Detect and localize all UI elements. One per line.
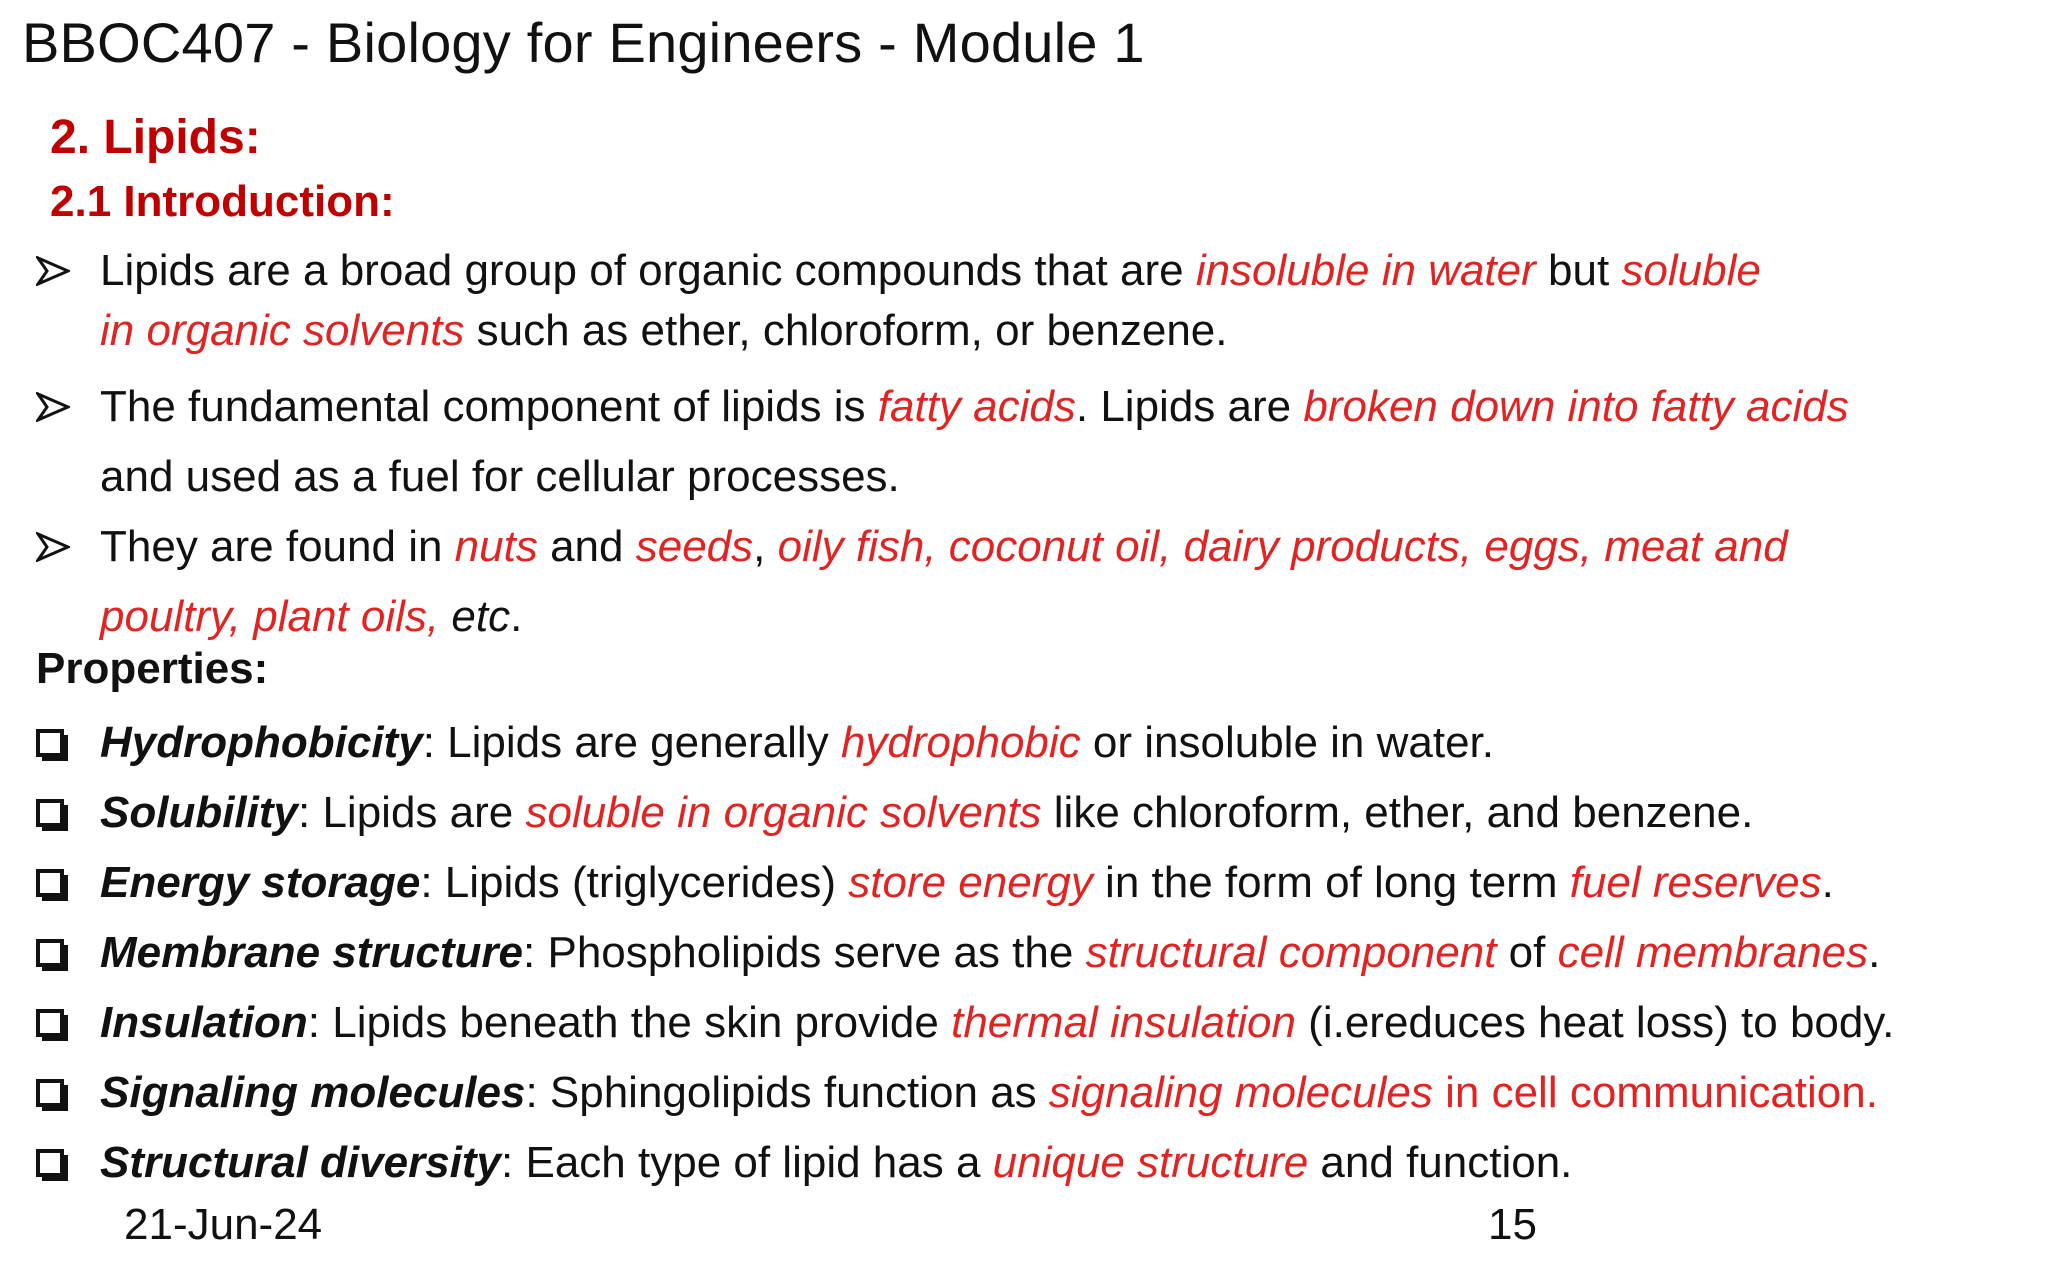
properties-list bbox=[36, 708, 2036, 1198]
bullet-line bbox=[100, 372, 2026, 442]
italic-run: etc bbox=[451, 592, 511, 641]
section-subtitle: 2.1 Introduction: bbox=[50, 177, 395, 226]
intro-bullet bbox=[36, 512, 2026, 652]
emphasis-run: fuel reserves bbox=[1569, 858, 1822, 907]
checkbox-bullet-icon bbox=[36, 729, 64, 757]
text-run: . bbox=[1868, 928, 1881, 977]
text-run: of bbox=[1496, 928, 1558, 977]
emphasis-run: store energy bbox=[848, 858, 1093, 907]
text-run: such as ether, chloroform, or benzene. bbox=[464, 306, 1228, 355]
checkbox-bullet-icon bbox=[36, 869, 64, 897]
text-run: , bbox=[753, 522, 778, 571]
property-item-solubility bbox=[36, 778, 2036, 848]
text-run bbox=[439, 592, 451, 641]
property-item-hydrophobicity bbox=[36, 708, 2036, 778]
text-run: : Lipids are bbox=[298, 788, 526, 837]
section-title: 2. Lipids: bbox=[50, 111, 261, 164]
text-run: and function. bbox=[1308, 1138, 1573, 1187]
text-run: (i.ereduces heat loss) to body. bbox=[1295, 998, 1895, 1047]
emphasis-run: poultry, plant oils, bbox=[100, 592, 440, 641]
text-run: but bbox=[1535, 246, 1622, 295]
text-run: : Lipids beneath the skin provide bbox=[307, 998, 952, 1047]
properties-title: Properties: bbox=[36, 644, 269, 693]
bullet-line bbox=[100, 442, 2026, 512]
property-item-insulation bbox=[36, 988, 2036, 1058]
text-run: They are found in bbox=[100, 522, 455, 571]
emphasis-run: broken down into fatty acids bbox=[1303, 382, 1849, 431]
intro-bullet bbox=[36, 236, 2026, 366]
text-run: in the form of long term bbox=[1092, 858, 1570, 907]
property-item-membrane-structure bbox=[36, 918, 2036, 988]
arrowhead-bullet-icon bbox=[36, 372, 86, 442]
checkbox-bullet-icon bbox=[36, 1009, 64, 1037]
bullet-line bbox=[100, 582, 2026, 652]
text-run: and bbox=[537, 522, 636, 571]
emphasis-run: soluble in organic solvents bbox=[525, 788, 1042, 837]
checkbox-bullet-icon bbox=[36, 799, 64, 827]
property-item-energy-storage bbox=[36, 848, 2036, 918]
text-run: . Lipids are bbox=[1075, 382, 1304, 431]
text-run: : Each type of lipid has a bbox=[501, 1138, 993, 1187]
bullet-line bbox=[100, 296, 2026, 366]
arrowhead-bullet-icon bbox=[36, 512, 86, 582]
text-run: or insoluble in water. bbox=[1080, 718, 1495, 767]
emphasis-run: fatty acids bbox=[877, 382, 1076, 431]
slide-header: BBOC407 - Biology for Engineers - Module 1 bbox=[22, 11, 1145, 74]
emphasis-run: insoluble in water bbox=[1195, 246, 1536, 295]
emphasis-run: signaling molecules bbox=[1048, 1068, 1433, 1117]
text-run: : Lipids (triglycerides) bbox=[420, 858, 849, 907]
text-run: . bbox=[510, 592, 523, 641]
property-term: Insulation bbox=[100, 998, 308, 1047]
emphasis-run: cell membranes bbox=[1557, 928, 1869, 977]
red-run: in cell communication. bbox=[1432, 1068, 1878, 1117]
checkbox-bullet-icon bbox=[36, 939, 64, 967]
property-term: Hydrophobicity bbox=[100, 718, 423, 767]
footer-date: 21-Jun-24 bbox=[124, 1200, 323, 1249]
property-term: Signaling molecules bbox=[100, 1068, 526, 1117]
emphasis-run: in organic solvents bbox=[100, 306, 465, 355]
emphasis-run: structural component bbox=[1085, 928, 1497, 977]
emphasis-run: thermal insulation bbox=[951, 998, 1296, 1047]
emphasis-run: hydrophobic bbox=[840, 718, 1081, 767]
text-run: . bbox=[1821, 858, 1834, 907]
emphasis-run: soluble bbox=[1621, 246, 1761, 295]
property-item-signaling-molecules bbox=[36, 1058, 2036, 1128]
text-run: like chloroform, ether, and benzene. bbox=[1041, 788, 1754, 837]
property-term: Solubility bbox=[100, 788, 298, 837]
text-run: and used as a fuel for cellular processes. bbox=[100, 452, 900, 501]
text-run: : Sphingolipids function as bbox=[525, 1068, 1049, 1117]
property-term: Structural diversity bbox=[100, 1138, 502, 1187]
property-term: Membrane structure bbox=[100, 928, 524, 977]
emphasis-run: oily fish, coconut oil, dairy products, eggs, meat and bbox=[777, 522, 1788, 571]
bullet-line bbox=[100, 512, 2026, 582]
text-run: : Lipids are generally bbox=[422, 718, 841, 767]
intro-bullet-list bbox=[36, 236, 2026, 652]
text-run: : Phospholipids serve as the bbox=[523, 928, 1086, 977]
footer-page-number: 15 bbox=[1488, 1200, 1537, 1249]
checkbox-bullet-icon bbox=[36, 1149, 64, 1177]
text-run: The fundamental component of lipids is bbox=[100, 382, 878, 431]
intro-bullet bbox=[36, 372, 2026, 512]
property-item-structural-diversity bbox=[36, 1128, 2036, 1198]
arrowhead-bullet-icon bbox=[36, 236, 86, 306]
emphasis-run: seeds bbox=[635, 522, 754, 571]
checkbox-bullet-icon bbox=[36, 1079, 64, 1107]
property-term: Energy storage bbox=[100, 858, 421, 907]
text-run: Lipids are a broad group of organic compounds that are bbox=[100, 246, 1196, 295]
emphasis-run: nuts bbox=[454, 522, 538, 571]
emphasis-run: unique structure bbox=[992, 1138, 1309, 1187]
